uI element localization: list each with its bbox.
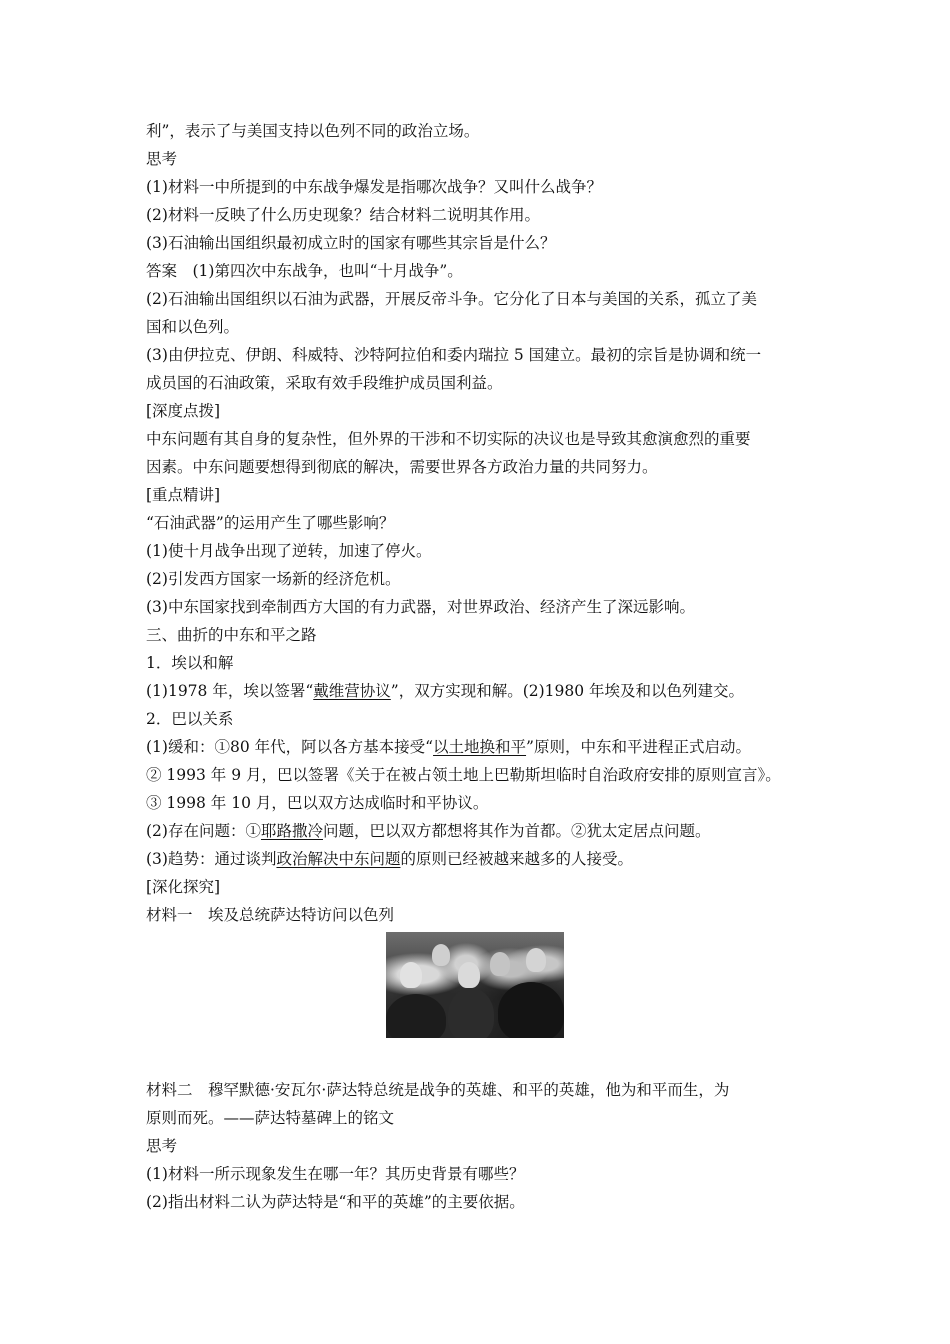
question-line: (1)材料一中所提到的中东战争爆发是指哪次战争？又叫什么战争？ <box>146 178 602 196</box>
subsection-heading: 1．埃以和解 <box>146 654 234 672</box>
text-line: ③ 1998 年 10 月，巴以双方达成临时和平协议。 <box>146 794 489 812</box>
face-shape <box>490 952 510 976</box>
material-caption: 材料一 埃及总统萨达特访问以色列 <box>146 906 395 924</box>
underlined-term: 以土地换和平 <box>433 738 527 756</box>
question-line: (2)材料一反映了什么历史现象？结合材料二说明其作用。 <box>146 206 540 224</box>
list-item: (2)引发西方国家一场新的经济危机。 <box>146 570 401 588</box>
answer-line: (3)由伊拉克、伊朗、科威特、沙特阿拉伯和委内瑞拉 5 国建立。最初的宗旨是协调和统一 <box>146 346 762 364</box>
section-heading: [重点精讲] <box>146 486 221 504</box>
material-caption: 材料二 穆罕默德·安瓦尔·萨达特总统是战争的英雄、和平的英雄，他为和平而生，为 <box>146 1081 730 1099</box>
figure-shape <box>448 988 494 1038</box>
text-line <box>146 821 826 841</box>
text-line <box>146 849 826 869</box>
face-shape <box>432 944 450 966</box>
list-item: (3)中东国家找到牵制西方大国的有力武器，对世界政治、经济产生了深远影响。 <box>146 598 695 616</box>
section-heading: 思考 <box>146 1137 178 1155</box>
text-segment: ”原则，中东和平进程正式启动。 <box>526 738 751 756</box>
underlined-term: 政治解决中东问题 <box>276 850 401 868</box>
text-segment: (1)缓和：①80 年代，阿以各方基本接受“ <box>146 738 434 756</box>
question-line: (3)石油输出国组织最初成立时的国家有哪些其宗旨是什么？ <box>146 234 556 252</box>
answer-line: 答案 (1)第四次中东战争，也叫“十月战争”。 <box>146 262 463 280</box>
text-line: 因素。中东问题要想得到彻底的解决，需要世界各方政治力量的共同努力。 <box>146 458 658 476</box>
text-segment: ”，双方实现和解。(2)1980 年埃及和以色列建交。 <box>390 682 745 700</box>
section-heading: [深度点拨] <box>146 402 221 420</box>
text-segment: 的原则已经被越来越多的人接受。 <box>400 850 633 868</box>
underlined-term: 戴维营协议 <box>313 682 391 700</box>
subsection-heading: 2．巴以关系 <box>146 710 234 728</box>
figure-shape <box>386 994 446 1038</box>
text-segment: (3)趋势：通过谈判 <box>146 850 277 868</box>
answer-line: (2)石油输出国组织以石油为武器，开展反帝斗争。它分化了日本与美国的关系，孤立了美 <box>146 290 757 308</box>
underlined-term: 耶路撒冷 <box>260 822 323 840</box>
text-segment: (1)1978 年，埃以签署“ <box>146 682 314 700</box>
question-line: (2)指出材料二认为萨达特是“和平的英雄”的主要依据。 <box>146 1193 525 1211</box>
section-heading: 三、曲折的中东和平之路 <box>146 626 317 644</box>
section-heading: 思考 <box>146 150 178 168</box>
text-line <box>146 681 826 701</box>
text-line: “石油武器”的运用产生了哪些影响？ <box>146 514 395 532</box>
figure-shape <box>498 982 564 1038</box>
question-line: (1)材料一所示现象发生在哪一年？其历史背景有哪些？ <box>146 1165 525 1183</box>
list-item: (1)使十月战争出现了逆转，加速了停火。 <box>146 542 432 560</box>
text-line: ② 1993 年 9 月，巴以签署《关于在被占领土地上巴勒斯坦临时自治政府安排的原则宣言》。 <box>146 766 781 784</box>
text-line: 中东问题有其自身的复杂性，但外界的干涉和不切实际的决议也是导致其愈演愈烈的重要 <box>146 430 751 448</box>
face-shape <box>400 962 422 988</box>
section-heading: [深化探究] <box>146 878 221 896</box>
answer-line: 成员国的石油政策，采取有效手段维护成员国利益。 <box>146 374 503 392</box>
text-line: 原则而死。——萨达特墓碑上的铭文 <box>146 1109 395 1127</box>
text-line: 利”，表示了与美国支持以色列不同的政治立场。 <box>146 122 480 140</box>
face-shape <box>526 948 546 972</box>
sadat-visit-photo <box>386 932 564 1038</box>
text-segment: 问题，巴以双方都想将其作为首都。②犹太定居点问题。 <box>322 822 711 840</box>
face-shape <box>458 962 480 988</box>
answer-line: 国和以色列。 <box>146 318 240 336</box>
text-line <box>146 737 826 757</box>
text-segment: (2)存在问题：① <box>146 822 261 840</box>
